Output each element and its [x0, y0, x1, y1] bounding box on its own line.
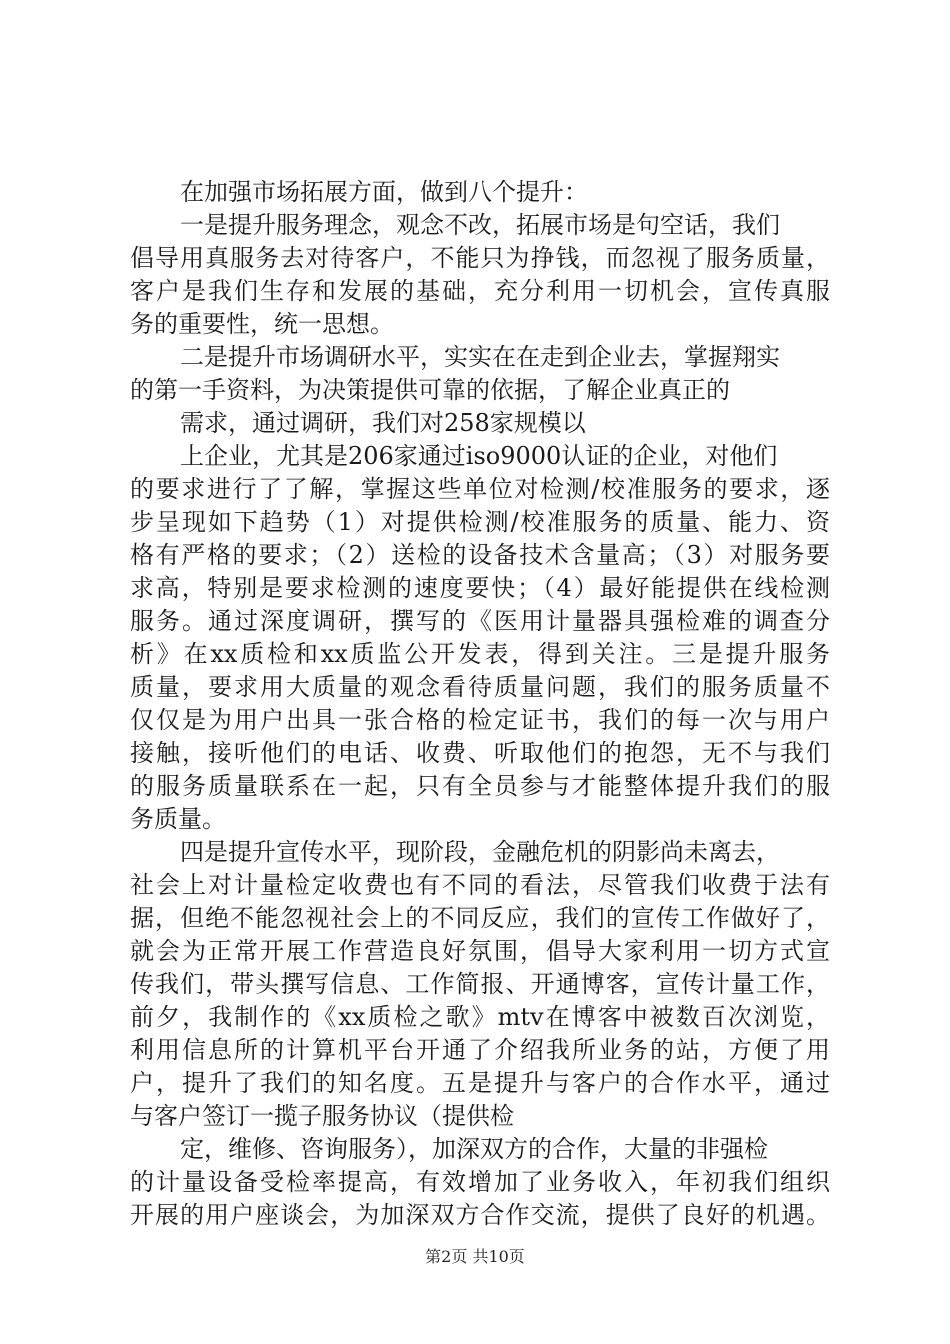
- paragraph-line: 求高，特别是要求检测的速度要快；（4）最好能提供在线检测: [130, 574, 830, 602]
- paragraph-line: 的第一手资料，为决策提供可靠的依据，了解企业真正的: [130, 376, 730, 404]
- paragraph-line: 析》在xx质检和xx质监公开发表，得到关注。三是提升服务: [130, 640, 830, 668]
- paragraph-line: 质量，要求用大质量的观念看待质量问题，我们的服务质量不: [130, 673, 830, 701]
- paragraph-line: 定，维修、咨询服务），加深双方的合作，大量的非强检: [180, 1135, 768, 1163]
- paragraph-line: 务质量。: [130, 805, 226, 833]
- paragraph-line: 四是提升宣传水平，现阶段，金融危机的阴影尚未离去，: [180, 838, 780, 866]
- paragraph-line: 客户是我们生存和发展的基础，充分利用一切机会，宣传真服: [130, 277, 830, 305]
- paragraph-line: 传我们，带头撰写信息、工作简报、开通博客，宣传计量工作，: [130, 970, 830, 998]
- paragraph-line: 服务。通过深度调研，撰写的《医用计量器具强检难的调查分: [130, 607, 830, 635]
- paragraph-line: 前夕，我制作的《xx质检之歌》mtv在博客中被数百次浏览，: [130, 1003, 830, 1031]
- paragraph-line: 务的重要性，统一思想。: [130, 310, 394, 338]
- paragraph-line: 的要求进行了了解，掌握这些单位对检测/校准服务的要求，逐: [130, 475, 830, 503]
- paragraph-line: 仅仅是为用户出具一张合格的检定证书，我们的每一次与用户: [130, 706, 830, 734]
- paragraph-line: 需求，通过调研，我们对258家规模以: [180, 409, 586, 437]
- paragraph-line: 利用信息所的计算机平台开通了介绍我所业务的站，方便了用: [130, 1036, 830, 1064]
- paragraph-line: 的计量设备受检率提高，有效增加了业务收入，年初我们组织: [130, 1168, 830, 1196]
- paragraph-line: 就会为正常开展工作营造良好氛围，倡导大家利用一切方式宣: [130, 937, 830, 965]
- page-footer: 第2页 共10页: [425, 1247, 525, 1266]
- paragraph-line: 在加强市场拓展方面，做到八个提升：: [180, 178, 588, 206]
- paragraph-line: 的服务质量联系在一起，只有全员参与才能整体提升我们的服: [130, 772, 830, 800]
- paragraph-line: 上企业，尤其是206家通过iso9000认证的企业，对他们: [180, 442, 778, 470]
- paragraph-line: 开展的用户座谈会，为加深双方合作交流，提供了良好的机遇。: [130, 1201, 830, 1229]
- paragraph-line: 户，提升了我们的知名度。五是提升与客户的合作水平，通过: [130, 1069, 830, 1097]
- paragraph-line: 接触，接听他们的电话、收费、听取他们的抱怨，无不与我们: [130, 739, 830, 767]
- paragraph-line: 据，但绝不能忽视社会上的不同反应，我们的宣传工作做好了，: [130, 904, 830, 932]
- paragraph-line: 倡导用真服务去对待客户，不能只为挣钱，而忽视了服务质量，: [130, 244, 830, 272]
- paragraph-line: 一是提升服务理念，观念不改，拓展市场是句空话，我们: [180, 211, 780, 239]
- paragraph-line: 步呈现如下趋势（1）对提供检测/校准服务的质量、能力、资: [130, 508, 830, 536]
- paragraph-line: 二是提升市场调研水平，实实在在走到企业去，掌握翔实: [180, 343, 780, 371]
- paragraph-line: 与客户签订一揽子服务协议（提供检: [130, 1102, 514, 1130]
- paragraph-line: 格有严格的要求；（2）送检的设备技术含量高；（3）对服务要: [130, 541, 830, 569]
- paragraph-line: 社会上对计量检定收费也有不同的看法，尽管我们收费于法有: [130, 871, 830, 899]
